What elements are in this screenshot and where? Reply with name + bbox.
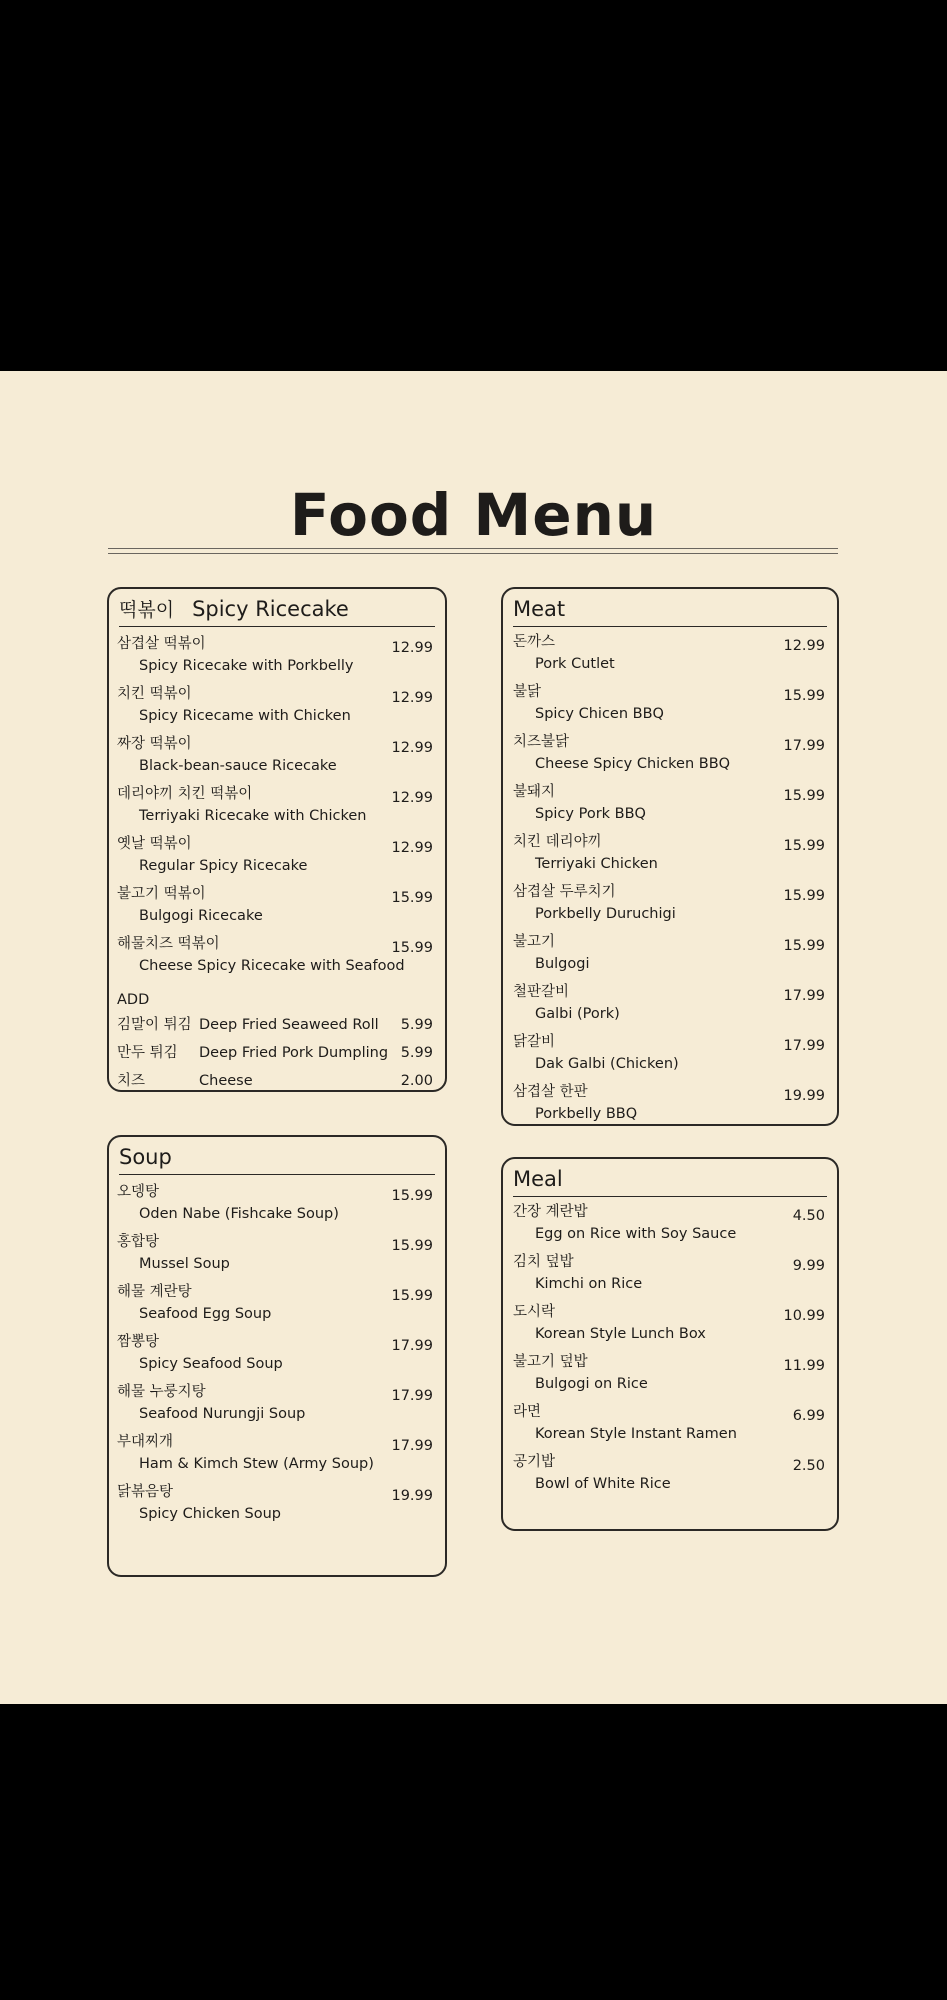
title-divider-top [108,548,838,549]
item-price: 12.99 [391,790,433,806]
item-name-korean: 도시락 [513,1304,556,1320]
item-price: 15.99 [391,940,433,956]
menu-item [117,633,433,683]
menu-item [117,1431,433,1481]
item-name-korean: 치킨 데리야끼 [513,834,602,850]
item-name-english: Kimchi on Rice [535,1276,643,1292]
item-price: 2.50 [792,1458,825,1474]
item-name-english: Terriyaki Chicken [535,856,658,872]
item-name-english: Deep Fried Pork Dumpling [199,1045,389,1061]
menu-item [513,731,825,781]
ricecake-header [119,592,435,627]
meal-section [501,1157,839,1531]
item-price: 15.99 [783,688,825,704]
item-name-english: Bulgogi on Rice [535,1376,648,1392]
item-name-korean: 짬뽕탕 [117,1334,160,1350]
item-name-english: Bulgogi Ricecake [139,908,263,924]
item-price: 15.99 [391,1288,433,1304]
menu-item [117,933,433,983]
item-name-english: Regular Spicy Ricecake [139,858,308,874]
item-name-english: Korean Style Lunch Box [535,1326,706,1342]
item-name-english: Spicy Seafood Soup [139,1356,283,1372]
item-price: 5.99 [400,1017,433,1033]
item-name-english: Cheese Spicy Ricecake with Seafood [139,958,405,974]
item-name-korean: 홍합탕 [117,1234,160,1250]
ricecake-header-en: Spicy Ricecake [192,597,349,621]
menu-item [117,883,433,933]
item-name-english: Spicy Ricecame with Chicken [139,708,351,724]
item-name-korean: 불돼지 [513,784,556,800]
add-ons-label: ADD [117,992,150,1008]
item-name-korean: 해물 누룽지탕 [117,1384,206,1400]
item-name-korean: 불고기 [513,934,556,950]
item-name-korean: 닭볶음탕 [117,1484,174,1500]
menu-item [117,1331,433,1381]
item-name-korean: 치킨 떡볶이 [117,686,192,702]
menu-item [513,631,825,681]
item-name-korean: 라면 [513,1404,542,1420]
item-name-english: Egg on Rice with Soy Sauce [535,1226,737,1242]
item-name-english: Black-bean-sauce Ricecake [139,758,337,774]
item-name-korean: 불고기 떡볶이 [117,886,206,902]
add-on-item [117,1039,433,1067]
item-name-korean: 오뎅탕 [117,1184,160,1200]
item-price: 11.99 [783,1358,825,1374]
item-name-english: Terriyaki Ricecake with Chicken [139,808,367,824]
menu-item [513,781,825,831]
item-name-korean: 돈까스 [513,634,556,650]
item-name-english: Spicy Ricecake with Porkbelly [139,658,354,674]
meal-header: Meal [513,1162,827,1197]
item-name-english: Porkbelly Duruchigi [535,906,676,922]
item-price: 15.99 [783,838,825,854]
menu-item [513,1401,825,1451]
menu-item [117,1481,433,1531]
item-name-english: Korean Style Instant Ramen [535,1426,737,1442]
item-name-korean: 삼겹살 떡볶이 [117,636,206,652]
item-name-korean: 데리야끼 치킨 떡볶이 [117,786,253,802]
item-price: 10.99 [783,1308,825,1324]
item-name-english: Porkbelly BBQ [535,1106,638,1122]
page-title: Food Menu [289,481,658,549]
menu-item [117,1281,433,1331]
item-name-korean: 해물치즈 떡볶이 [117,936,220,952]
item-price: 15.99 [391,1238,433,1254]
menu-item [513,1351,825,1401]
add-on-item [117,1067,433,1095]
menu-item [117,1381,433,1431]
item-name-korean: 짜장 떡볶이 [117,736,192,752]
item-name-korean: 만두 튀김 [117,1045,178,1061]
soup-section [107,1135,447,1577]
item-price: 17.99 [783,1038,825,1054]
item-price: 6.99 [792,1408,825,1424]
item-name-korean: 치즈 [117,1073,146,1089]
item-price: 2.00 [400,1073,433,1089]
item-price: 15.99 [783,788,825,804]
item-name-korean: 옛날 떡볶이 [117,836,192,852]
item-name-english: Mussel Soup [139,1256,230,1272]
item-name-korean: 간장 계란밥 [513,1204,588,1220]
item-price: 15.99 [391,890,433,906]
item-price: 12.99 [783,638,825,654]
meat-items [513,631,825,1131]
item-name-english: Seafood Egg Soup [139,1306,272,1322]
ricecake-header-ko: 떡볶이 [119,599,175,621]
menu-item [513,681,825,731]
item-price: 15.99 [783,888,825,904]
item-name-korean: 공기밥 [513,1454,556,1470]
item-name-korean: 김말이 튀김 [117,1017,192,1033]
menu-item [117,1231,433,1281]
item-price: 12.99 [391,740,433,756]
item-name-korean: 삼겹살 한판 [513,1084,588,1100]
menu-item [513,931,825,981]
item-name-english: Dak Galbi (Chicken) [535,1056,679,1072]
item-price: 9.99 [792,1258,825,1274]
item-name-korean: 불고기 덮밥 [513,1354,588,1370]
item-price: 12.99 [391,840,433,856]
menu-page [0,371,947,1704]
menu-item [513,981,825,1031]
menu-item [513,881,825,931]
menu-item [513,1251,825,1301]
item-name-english: Oden Nabe (Fishcake Soup) [139,1206,339,1222]
menu-item [513,1201,825,1251]
item-price: 15.99 [391,1188,433,1204]
add-on-item [117,1011,433,1039]
menu-item [117,783,433,833]
item-price: 17.99 [391,1338,433,1354]
item-name-english: Bulgogi [535,956,590,972]
item-name-english: Cheese Spicy Chicken BBQ [535,756,731,772]
item-name-korean: 치즈불닭 [513,734,570,750]
item-name-korean: 닭갈비 [513,1034,556,1050]
menu-item [513,831,825,881]
ricecake-items [117,633,433,1095]
item-price: 5.99 [400,1045,433,1061]
item-price: 17.99 [783,738,825,754]
item-name-korean: 김치 덮밥 [513,1254,574,1270]
item-name-english: Cheese [199,1073,253,1089]
menu-item [117,733,433,783]
item-name-korean: 해물 계란탕 [117,1284,192,1300]
item-price: 12.99 [391,640,433,656]
item-price: 15.99 [783,938,825,954]
item-name-english: Spicy Chicken Soup [139,1506,281,1522]
item-name-english: Spicy Pork BBQ [535,806,646,822]
item-price: 17.99 [783,988,825,1004]
meat-header: Meat [513,592,827,627]
item-name-english: Ham & Kimch Stew (Army Soup) [139,1456,374,1472]
menu-item [117,1181,433,1231]
item-price: 19.99 [391,1488,433,1504]
item-price: 17.99 [391,1438,433,1454]
meal-items [513,1201,825,1501]
item-name-english: Seafood Nurungji Soup [139,1406,306,1422]
ricecake-section [107,587,447,1092]
item-price: 17.99 [391,1388,433,1404]
item-name-korean: 불닭 [513,684,542,700]
menu-item [513,1031,825,1081]
item-price: 19.99 [783,1088,825,1104]
item-name-english: Pork Cutlet [535,656,615,672]
item-name-english: Bowl of White Rice [535,1476,671,1492]
menu-item [513,1301,825,1351]
menu-item [513,1451,825,1501]
soup-header: Soup [119,1140,435,1175]
meat-section [501,587,839,1126]
item-price: 12.99 [391,690,433,706]
item-name-korean: 부대찌개 [117,1434,174,1450]
item-name-english: Spicy Chicen BBQ [535,706,664,722]
item-name-korean: 삼겹살 두루치기 [513,884,616,900]
menu-item [117,833,433,883]
item-name-english: Deep Fried Seaweed Roll [199,1017,379,1033]
title-divider-bottom [108,553,838,554]
item-price: 4.50 [792,1208,825,1224]
item-name-english: Galbi (Pork) [535,1006,620,1022]
menu-item [117,683,433,733]
item-name-korean: 철판갈비 [513,984,570,1000]
menu-item [513,1081,825,1131]
soup-items [117,1181,433,1531]
